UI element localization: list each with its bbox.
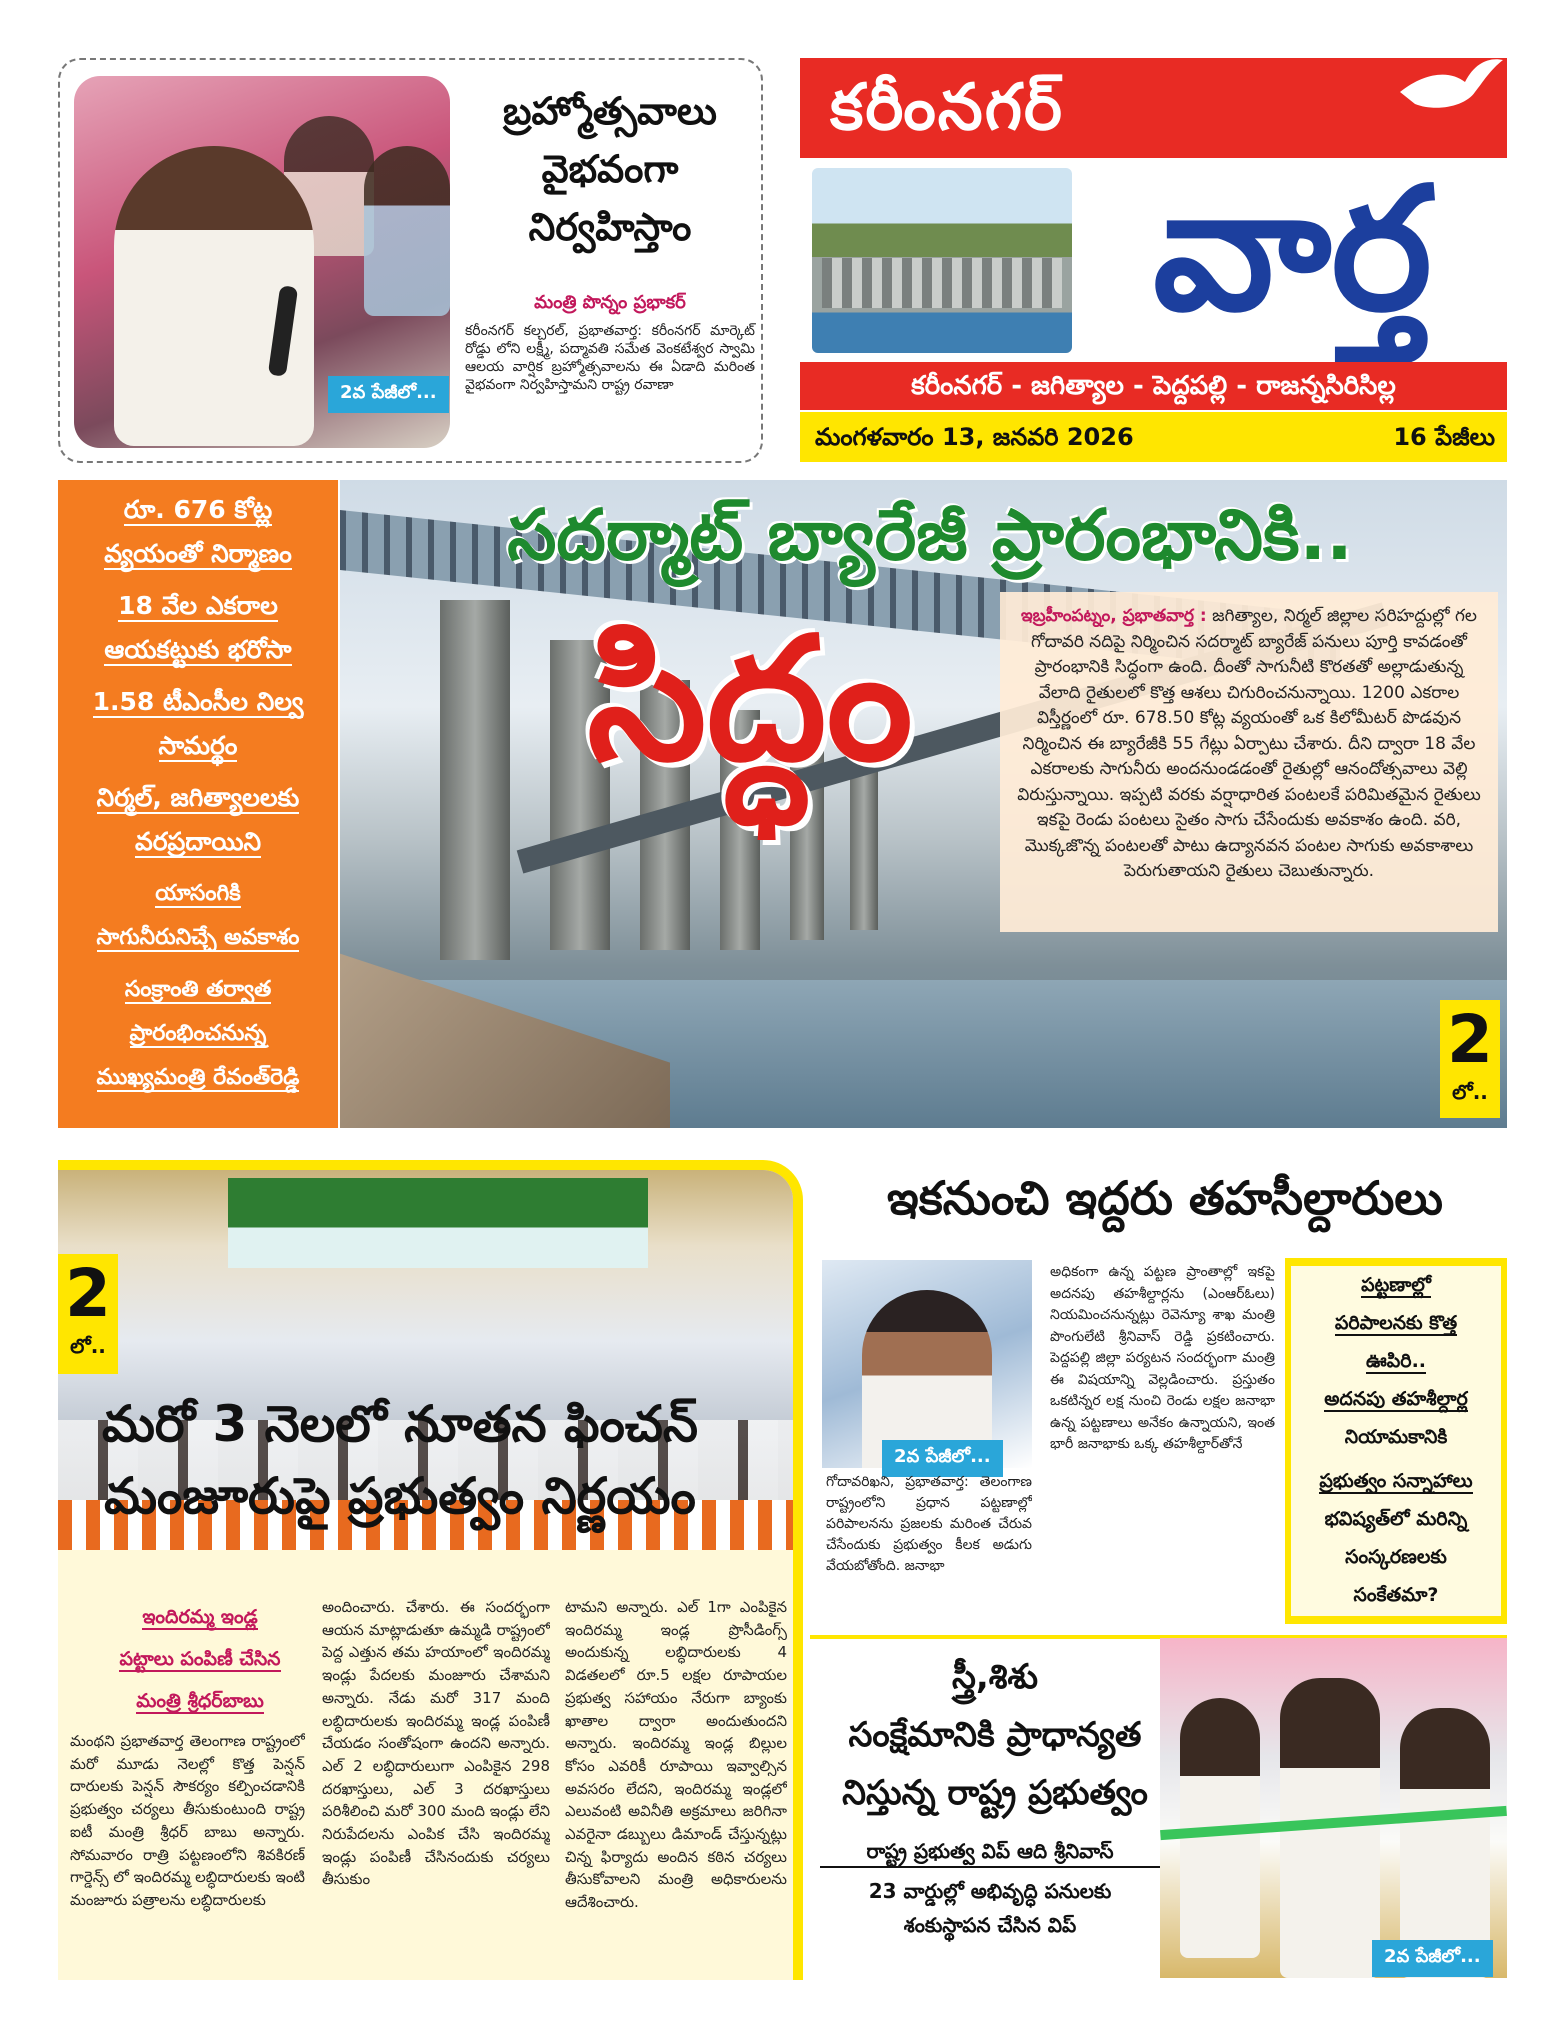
ribbon-cutting-photo — [1160, 1638, 1507, 1978]
masthead-name: వార్త — [1153, 151, 1432, 349]
pension-headline[interactable]: మరో 3 నెలలో నూతన ఫించన్ మంజూరుపై ప్రభుత్వం నిర్ణయం — [102, 1395, 698, 1525]
lead-headline[interactable]: సదర్మాట్ బ్యారేజీ ప్రారంభానికి.. — [507, 494, 1353, 576]
teaser-byline: మంత్రి పొన్నం ప్రభాకర్ — [534, 292, 686, 313]
tahsildar-column-right: అధికంగా ఉన్న పట్టణ ప్రాంతాల్లో ఇకపై అదనపు తహశీల్దార్లను (ఎంఆర్ఓలు) నియమించనున్నట్లు రెవెన్యూ శాఖ మంత్రి పొంగులేటి శ్రీనివాస్ రెడ్డి ప్రకటించారు. పెద్దపల్లి జిల్లా పర్యటన సందర్భంగా మంత్రి ఈ విషయాన్ని వెల్లడించారు. ప్రస్తుతం ఒకటిన్నర లక్ష నుంచి రెండు లక్షల జనాభా ఉన్న పట్టణాలు అనేకం ఉన్నాయని, ఇంత భారీ జనాభాకు ఒక్క తహశీల్దార్‌తోనే — [1050, 1264, 1275, 1452]
masthead-top-title: కరీంనగర్ — [830, 71, 1064, 145]
tahsildar-headline[interactable]: ఇకనుంచి ఇద్దరు తహసీల్దారులు — [887, 1171, 1443, 1225]
highlight-boon: నిర్మల్, జగిత్యాలలకు వరప్రదాయిని — [96, 783, 300, 856]
pension-subhead: ఇందిరమ్మ ఇండ్ల పట్టాలు పంపిణీ చేసిన మంత్రి శ్రీధర్‌బాబు — [119, 1606, 281, 1712]
womenchild-headline[interactable]: స్త్రీ,శిశు సంక్షేమానికి ప్రాధాన్యత నిస్తున్న రాష్ట్ర ప్రభుత్వం — [842, 1657, 1148, 1813]
lead-continued-badge[interactable]: 2 లో.. — [1440, 1000, 1500, 1118]
tahsildar-minister-photo — [822, 1260, 1032, 1468]
lead-highlights-panel — [58, 480, 338, 1128]
masthead-districts: కరీంనగర్ - జగిత్యాల - పెద్దపల్లి - రాజన్నసిరిసిల్ల — [800, 362, 1507, 410]
womenchild-subhead: 23 వార్డుల్లో అభివృద్ధి పనులకు శంకుస్థాపన చేసిన విప్ — [868, 1879, 1112, 1937]
womenchild-page-tag[interactable]: 2వ పేజీలో... — [1372, 1940, 1493, 1977]
issue-date: మంగళవారం 13, జనవరి 2026 — [815, 423, 1134, 451]
lead-dateline: ఇబ్రహీంపట్నం, ప్రభాతవార్త : — [1021, 606, 1207, 626]
teaser-body: కరీంనగర్ కల్చరల్, ప్రభాతవార్త: కరీంనగర్ మార్కెట్ రోడ్డు లోని లక్ష్మీ, పద్మావతి సమేత వెంకటేశ్వర స్వామి ఆలయ వార్షిక బ్రహ్మోత్సవాలను ఈ ఏడాది మరింత వైభవంగా నిర్వహిస్తామని రాష్ట్ర రవాణా — [465, 323, 755, 393]
pension-continued-badge[interactable]: 2 లో.. — [58, 1254, 118, 1374]
dove-logo-icon — [1395, 52, 1505, 122]
masthead-dam-photo — [812, 168, 1072, 353]
page-count: 16 పేజీలు — [1393, 423, 1495, 451]
tahsildar-highlights-box-lower: ప్రభుత్వం సన్నాహాలు భవిష్యత్‌లో మరిన్ని సంస్కరణలకు సంకేతమా? — [1285, 1462, 1507, 1624]
womenchild-byline: రాష్ట్ర ప్రభుత్వ విప్ ఆది శ్రీనివాస్ — [820, 1836, 1160, 1868]
highlight-yasangi: యాసంగికి సాగునీరునిచ్చే అవకాశం — [96, 881, 300, 950]
pension-column-1: మంథని ప్రభాతవార్త తెలంగాణ రాష్ట్రంలో మరో మూడు నెలల్లో కొత్త పెన్షన్ దారులకు పెన్షన్ సౌకర్యం కల్పించడానికి ప్రభుత్వం చర్యలు తీసుకుంటుంది రాష్ట్ర ఐటీ మంత్రి శ్రీధర్ బాబు అన్నారు. సోమవారం రాత్రి పట్టణంలోని శివకిరణ్ గార్డెన్స్ లో ఇందిరమ్మ లబ్ధిదారులకు ఇంటి మంజూరు పత్రాలను లబ్ధిదారులకు — [70, 1732, 305, 1909]
lead-story-text — [1000, 592, 1498, 932]
lead-headline-big[interactable]: సిద్ధం — [587, 601, 913, 799]
tahsildar-page-tag[interactable]: 2వ పేజీలో... — [882, 1440, 1003, 1477]
pension-column-3: టామని అన్నారు. ఎల్ 1గా ఎంపికైన ఇందిరమ్మ ఇండ్ల ప్రొసీడింగ్స్ అందుకున్న లబ్ధిదారులకు 4 విడతలలో రూ.5 లక్షల రూపాయల ప్రభుత్వ సహాయం నేరుగా బ్యాంకు ఖాతాల ద్వారా అందుతుందని అన్నారు. ఇందిరమ్మ ఇండ్ల బిల్లుల కోసం ఎవరికీ రూపాయి ఇవ్వాల్సిన అవసరం లేదని, ఇందిరమ్మ ఇండ్లలో ఎలువంటి అవినీతి అక్రమాలు జరిగినా ఎవరైనా డబ్బులు డిమాండ్ చేస్తున్నట్లు చిన్న ఫిర్యాదు అందిన కఠిన చర్యలు తీసుకోవాలని మంత్రి అధికారులను ఆదేశించారు. — [565, 1598, 787, 1912]
teaser-box — [58, 58, 763, 463]
teaser-headline[interactable]: బ్రహ్మోత్సవాలు వైభవంగా నిర్వహిస్తాం — [503, 89, 717, 249]
highlight-cost: రూ. 676 కోట్ల వ్యయంతో నిర్మాణం — [104, 495, 292, 568]
teaser-page-tag[interactable]: 2వ పేజీలో... — [328, 376, 449, 413]
tahsildar-highlights-box: పట్టణాల్లో పరిపాలనకు కొత్త ఊపిరి.. అదనపు తహశీల్దార్ల నియామకానికి — [1285, 1258, 1507, 1530]
highlight-ayacut: 18 వేల ఎకరాల ఆయకట్టుకు భరోసా — [104, 591, 292, 664]
tahsildar-column-left: గోదావరిఖని, ప్రభాతవార్త: తెలంగాణ రాష్ట్రంలోని ప్రధాన పట్టణాల్లో పరిపాలనను ప్రజలకు మరింత చేరువ చేసేందుకు ప్రభుత్వం కీలక అడుగు వేయబోతోంది. జనాభా — [826, 1474, 1032, 1574]
pension-column-2: అందించారు. చేశారు. ఈ సందర్భంగా ఆయన మాట్లాడుతూ ఉమ్మడి రాష్ట్రంలో పెద్ద ఎత్తున తమ హయాంలో ఇందిరమ్మ ఇండ్లు పేదలకు మంజూరు చేశామని అన్నారు. నేడు మరో 317 మంది లబ్ధిదారులకు ఇందిరమ్మ ఇండ్ల పంపిణీ చేయడం సంతోషంగా ఉందని అన్నారు. ఎల్ 2 లబ్ధిదారులుగా ఎంపికైన 298 దరఖాస్తులు, ఎల్ 3 దరఖాస్తులు పరిశీలించి మరో 300 మంది ఇండ్లు లేని నిరుపేదలను ఎంపిక చేసి ఇందిరమ్మ ఇండ్లు పంపిణీ చేసినందుకు చర్యలు తీసుకుం — [322, 1598, 550, 1889]
highlight-capacity: 1.58 టీఎంసీల నిల్వ సామర్థం — [92, 687, 304, 760]
lead-body: జగిత్యాల, నిర్మల్ జిల్లాల సరిహద్దుల్లో గల గోదావరి నదిపై నిర్మించిన సదర్మాట్ బ్యారేజ్ పనులు పూర్తి కావడంతో ప్రారంభానికి సిద్ధంగా ఉంది. దీంతో సాగునీటి కొరతతో అల్లాడుతున్న వేలాది రైతులలో కొత్త ఆశలు చిగురించనున్నాయి. 1200 ఎకరాల విస్తీర్ణంలో రూ. 678.50 కోట్ల వ్యయంతో ఒక కిలోమీటర్ పొడవున నిర్మించిన ఈ బ్యారేజీకి 55 గేట్లు ఏర్పాటు చేశారు. దీని ద్వారా 18 వేల ఎకరాలకు సాగునీరు అందనుండడంతో రైతుల్లో ఆనందోత్సవాలు వెల్లి విరుస్తున్నాయి. ఇప్పటి వరకు వర్షాధారిత పంటలకే పరిమితమైన రైతులు ఇకపై రెండు పంటలు సైతం సాగు చేసేందుకు అవకాశం ఉంది. వరి, మొక్కజొన్న పంటలతో పాటు ఉద్యానవన పంటల సాగుకు అవకాశాలు పెరుగుతాయని రైతులు చెబుతున్నారు. — [1017, 606, 1481, 881]
highlight-inauguration: సంక్రాంతి తర్వాత ప్రారంభించనున్న ముఖ్యమంత్రి రేవంత్‌రెడ్డి — [96, 977, 300, 1090]
